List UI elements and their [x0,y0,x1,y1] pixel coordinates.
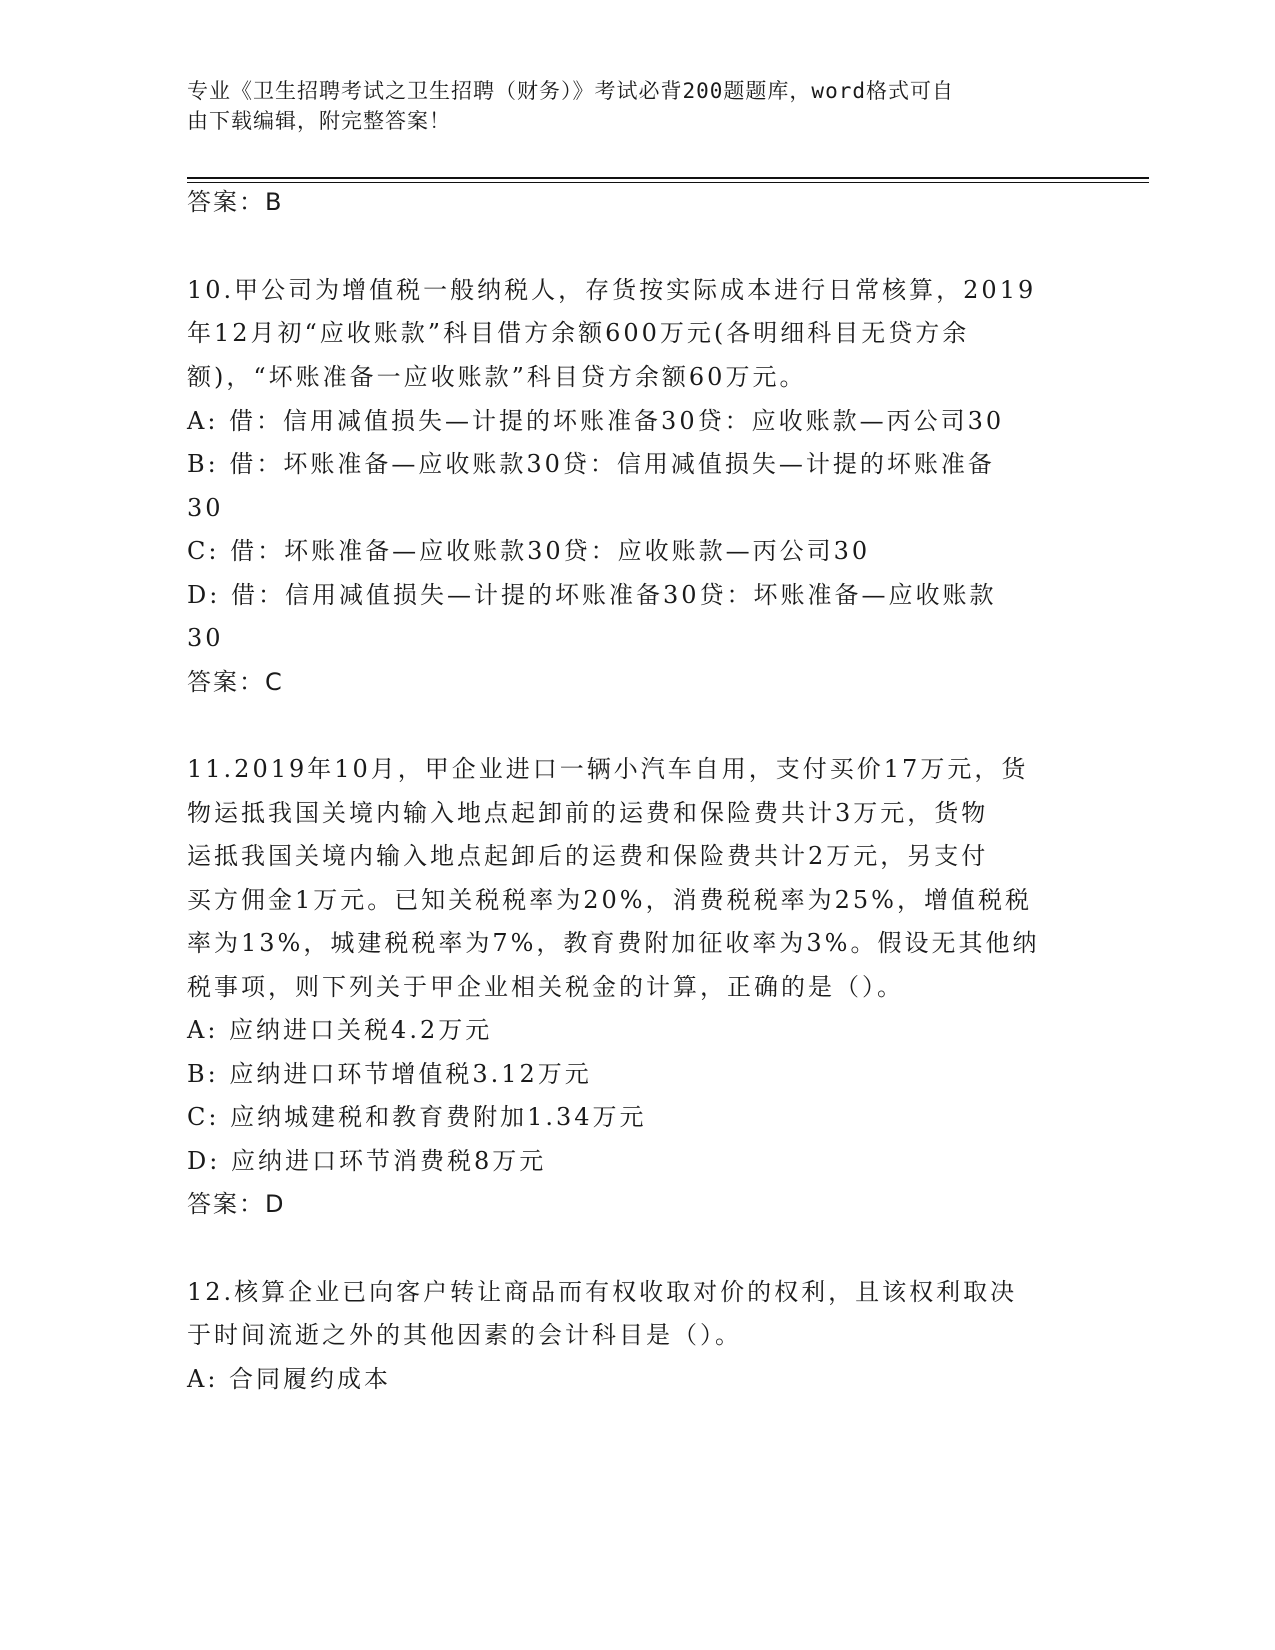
answer-prev: 答案：B [187,188,284,216]
q10-answer: 答案：C [187,668,284,696]
document-header [187,76,1067,136]
q11-stem-line: 税事项，则下列关于甲企业相关税金的计算，正确的是（）。 [187,973,904,1001]
q10-option-a: A: 借：信用减值损失—计提的坏账准备30贷：应收账款—丙公司30 [187,407,1005,435]
q10-option-d: D: 借：信用减值损失—计提的坏账准备30贷：坏账准备—应收账款 [187,581,997,609]
q11-option-d: D: 应纳进口环节消费税8万元 [187,1147,547,1175]
q10-option-c: C: 借：坏账准备—应收账款30贷：应收账款—丙公司30 [187,537,871,565]
q11-answer: 答案：D [187,1190,286,1218]
q11-option-a: A: 应纳进口关税4.2万元 [187,1016,493,1044]
header-line-2: 由下载编辑，附完整答案！ [187,109,451,133]
q10-option-d-cont: 30 [187,624,224,652]
q11-stem-line: 11.2019年10月，甲企业进口一辆小汽车自用，支付买价17万元，货 [187,755,1029,783]
q11-stem-line: 物运抵我国关境内输入地点起卸前的运费和保险费共计3万元，货物 [187,799,989,827]
header-line-1: 专业《卫生招聘考试之卫生招聘（财务）》考试必背200题题库，word格式可自 [187,79,954,103]
q12-option-a: A: 合同履约成本 [187,1365,392,1393]
q11-option-c: C: 应纳城建税和教育费附加1.34万元 [187,1103,647,1131]
q11-stem-line: 率为13%，城建税税率为7%，教育费附加征收率为3%。假设无其他纳 [187,929,1040,957]
q10-stem-line: 10.甲公司为增值税一般纳税人，存货按实际成本进行日常核算，2019 [187,276,1037,304]
q10-stem-line: 额)，“坏账准备一应收账款”科目贷方余额60万元。 [187,363,807,391]
q11-option-b: B: 应纳进口环节增值税3.12万元 [187,1060,592,1088]
q10-option-b-cont: 30 [187,494,224,522]
q11-stem-line: 买方佣金1万元。已知关税税率为20%，消费税税率为25%，增值税税 [187,886,1032,914]
q10-stem-line: 年12月初“应收账款”科目借方余额600万元(各明细科目无贷方余 [187,319,970,347]
header-rule-thin [187,182,1149,183]
q12-stem-line: 于时间流逝之外的其他因素的会计科目是（）。 [187,1321,742,1349]
q10-option-b: B: 借：坏账准备—应收账款30贷：信用减值损失—计提的坏账准备 [187,450,995,478]
q12-stem-line: 12.核算企业已向客户转让商品而有权收取对价的权利，且该权利取决 [187,1278,1018,1306]
header-rule-thick [187,177,1149,179]
q11-stem-line: 运抵我国关境内输入地点起卸后的运费和保险费共计2万元，另支付 [187,842,989,870]
